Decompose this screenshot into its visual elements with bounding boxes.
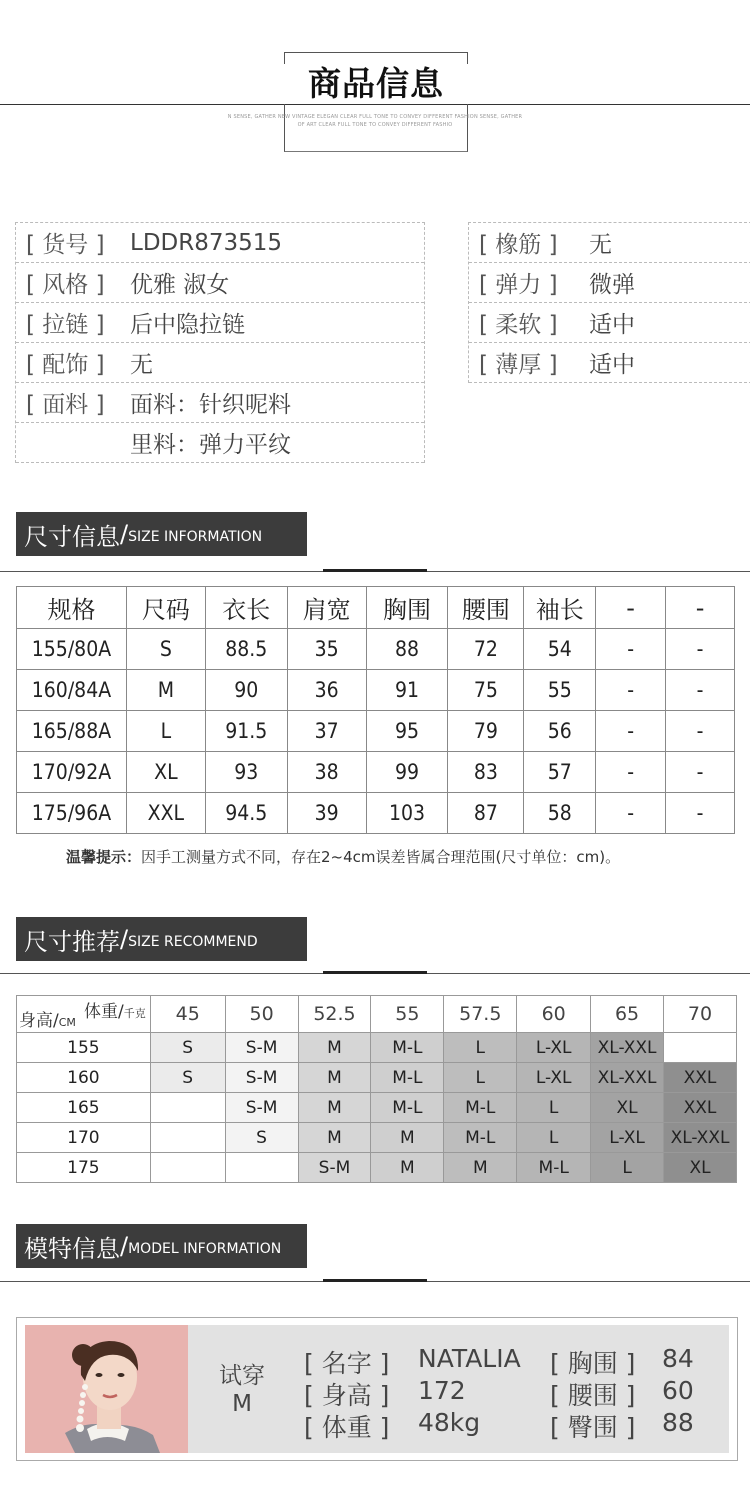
size-cell: 103 [366, 793, 448, 834]
model-attr-value: 60 [662, 1376, 694, 1405]
size-cell: 91 [366, 670, 448, 711]
recommend-corner [17, 996, 151, 1033]
recommend-cell: S-M [225, 1063, 298, 1093]
model-attr-key: [ 身高 ] [304, 1381, 390, 1410]
height-cell: 175 [17, 1153, 151, 1183]
model-photo [25, 1325, 188, 1453]
model-attr-key: [ 胸围 ] [550, 1349, 636, 1378]
recommend-cell: S-M [298, 1153, 371, 1183]
weight-cell: 50 [225, 996, 298, 1033]
tryon-size: M [232, 1391, 252, 1417]
model-attr-key: [ 名字 ] [304, 1349, 390, 1378]
attribute-value: 无 [130, 352, 153, 378]
recommend-cell: S [225, 1123, 298, 1153]
size-cell: XL [126, 752, 205, 793]
size-table-row [17, 752, 735, 793]
recommend-cell: L [444, 1063, 517, 1093]
size-header-cell: 规格 [17, 587, 127, 629]
recommend-cell: L [591, 1153, 664, 1183]
recommend-cell: L-XL [517, 1063, 591, 1093]
size-cell: - [666, 670, 735, 711]
size-cell: 155/80A [17, 629, 127, 670]
height-cell: 170 [17, 1123, 151, 1153]
size-header-cell: 衣长 [205, 587, 287, 629]
size-cell: - [596, 711, 666, 752]
weight-unit: 千克 [123, 1007, 146, 1020]
recommend-cell: XL-XXL [664, 1123, 737, 1153]
recommend-cell: L-XL [591, 1123, 664, 1153]
weight-cell: 57.5 [444, 996, 517, 1033]
size-table [16, 586, 735, 834]
size-header-cell: 尺码 [126, 587, 205, 629]
size-cell: 170/92A [17, 752, 127, 793]
size-table-row [17, 711, 735, 752]
attribute-key: [ 货号 ] [26, 232, 105, 258]
size-cell: - [666, 752, 735, 793]
size-cell: 57 [524, 752, 596, 793]
size-cell: 95 [366, 711, 448, 752]
slash: / [120, 925, 129, 953]
section-title-en: SIZE INFORMATION [128, 529, 263, 545]
attribute-key: [ 薄厚 ] [479, 352, 558, 378]
section-accent [323, 569, 427, 572]
size-cell: 79 [448, 711, 524, 752]
size-note [66, 846, 620, 867]
attribute-value: 面料：针织呢料 [130, 392, 291, 418]
recommend-cell [664, 1033, 737, 1063]
size-cell: 58 [524, 793, 596, 834]
recommend-cell: XXL [664, 1093, 737, 1123]
size-cell: - [596, 629, 666, 670]
size-cell: 37 [287, 711, 366, 752]
recommend-cell: XL-XXL [591, 1063, 664, 1093]
section-title-en: MODEL INFORMATION [128, 1241, 282, 1257]
recommend-cell: L [444, 1033, 517, 1063]
size-cell: 94.5 [205, 793, 287, 834]
model-attr-value: 88 [662, 1408, 694, 1437]
attribute-row [16, 383, 424, 423]
recommend-cell: M-L [517, 1153, 591, 1183]
recommend-cell: XXL [664, 1063, 737, 1093]
size-cell: 93 [205, 752, 287, 793]
recommend-cell: S [150, 1033, 225, 1063]
attribute-key: [ 面料 ] [26, 392, 105, 418]
section-title-cn: 尺寸推荐 [24, 927, 120, 956]
tryon-label: 试穿 [219, 1363, 265, 1389]
attribute-value: 适中 [589, 312, 635, 338]
recommend-cell: S [150, 1063, 225, 1093]
size-header-cell: 胸围 [366, 587, 448, 629]
size-cell: 54 [524, 629, 596, 670]
note-label: 温馨提示： [66, 848, 142, 866]
size-cell: S [126, 629, 205, 670]
recommend-cell: S-M [225, 1033, 298, 1063]
size-cell: 90 [205, 670, 287, 711]
height-cell: 165 [17, 1093, 151, 1123]
slash: / [120, 1232, 129, 1260]
size-cell: 35 [287, 629, 366, 670]
size-cell: - [666, 711, 735, 752]
size-table-row [17, 629, 735, 670]
section-size-information [16, 512, 307, 556]
size-cell: 36 [287, 670, 366, 711]
model-attr-key: [ 体重 ] [304, 1413, 390, 1442]
recommend-cell: XL-XXL [591, 1033, 664, 1063]
weight-cell: 55 [371, 996, 444, 1033]
size-table-row [17, 670, 735, 711]
section-title-cn: 尺寸信息 [24, 522, 120, 551]
model-attr-key: [ 腰围 ] [550, 1381, 636, 1410]
model-attr-value: 172 [418, 1376, 466, 1405]
size-cell: 160/84A [17, 670, 127, 711]
attribute-row [16, 263, 424, 303]
recommend-cell: XL [664, 1153, 737, 1183]
recommend-table [16, 995, 737, 1183]
recommend-cell: M [298, 1093, 371, 1123]
size-cell: - [596, 793, 666, 834]
weight-cell: 70 [664, 996, 737, 1033]
recommend-cell: M-L [371, 1093, 444, 1123]
recommend-cell: M-L [371, 1033, 444, 1063]
section-title-cn: 模特信息 [24, 1234, 120, 1263]
attribute-row [16, 423, 424, 463]
recommend-row [17, 1033, 737, 1063]
size-cell: 39 [287, 793, 366, 834]
weight-cell: 65 [591, 996, 664, 1033]
note-text: 因手工测量方式不同，存在2~4cm误差皆属合理范围(尺寸单位：cm)。 [141, 848, 621, 866]
recommend-cell [150, 1093, 225, 1123]
slash: / [120, 520, 129, 548]
recommend-cell: M [298, 1123, 371, 1153]
recommend-cell: S-M [225, 1093, 298, 1123]
section-title-en: SIZE RECOMMEND [128, 934, 258, 950]
section-accent [323, 971, 427, 974]
attribute-key: [ 弹力 ] [479, 272, 558, 298]
weight-label [84, 997, 146, 1022]
recommend-cell: L-XL [517, 1033, 591, 1063]
recommend-cell [150, 1153, 225, 1183]
size-cell: 75 [448, 670, 524, 711]
recommend-cell: M-L [444, 1093, 517, 1123]
recommend-row [17, 1093, 737, 1123]
size-cell: 55 [524, 670, 596, 711]
size-cell: 91.5 [205, 711, 287, 752]
model-attr-value: NATALIA [418, 1344, 521, 1373]
size-cell: 165/88A [17, 711, 127, 752]
size-table-header [17, 587, 735, 629]
section-model-information [16, 1224, 307, 1268]
height-unit: CM [58, 1016, 76, 1029]
recommend-cell: M-L [371, 1063, 444, 1093]
model-attr-value: 84 [662, 1344, 694, 1373]
attribute-value: 优雅 淑女 [130, 272, 230, 298]
height-label [19, 1006, 76, 1031]
size-cell: - [666, 629, 735, 670]
attribute-value: LDDR873515 [130, 229, 283, 256]
size-cell: 83 [448, 752, 524, 793]
size-cell: 88.5 [205, 629, 287, 670]
recommend-cell: M [298, 1033, 371, 1063]
header-subtitle-2: OF ART CLEAR FULL TONE TO CONVEY DIFFERENT FASHIO [297, 122, 453, 128]
attribute-key: [ 风格 ] [26, 272, 105, 298]
recommend-cell: L [517, 1123, 591, 1153]
size-cell: 38 [287, 752, 366, 793]
attribute-value: 无 [589, 232, 612, 258]
size-cell: 175/96A [17, 793, 127, 834]
weight-cell: 60 [517, 996, 591, 1033]
recommend-cell: XL [591, 1093, 664, 1123]
attribute-row [469, 303, 750, 343]
size-cell: 72 [448, 629, 524, 670]
size-cell: 88 [366, 629, 448, 670]
section-size-recommend [16, 917, 307, 961]
model-tryon [202, 1362, 282, 1418]
size-header-cell: 腰围 [448, 587, 524, 629]
recommend-cell: M [371, 1153, 444, 1183]
weight-cell: 45 [150, 996, 225, 1033]
attribute-value: 里料：弹力平纹 [130, 432, 291, 458]
attribute-value: 适中 [589, 352, 635, 378]
recommend-cell: M [298, 1063, 371, 1093]
recommend-row [17, 1123, 737, 1153]
model-attr-value: 48kg [418, 1408, 481, 1437]
recommend-cell: M-L [444, 1123, 517, 1153]
attribute-row [469, 263, 750, 303]
page-title: 商品信息 [284, 64, 468, 104]
recommend-row [17, 1063, 737, 1093]
attribute-key: [ 橡筋 ] [479, 232, 558, 258]
attribute-row [16, 223, 424, 263]
size-header-cell: 袖长 [524, 587, 596, 629]
attribute-row [469, 343, 750, 383]
size-cell: M [126, 670, 205, 711]
size-cell: - [596, 752, 666, 793]
weight-cell: 52.5 [298, 996, 371, 1033]
recommend-cell [150, 1123, 225, 1153]
attribute-key: [ 配饰 ] [26, 352, 105, 378]
attribute-row [16, 303, 424, 343]
attribute-row [16, 343, 424, 383]
recommend-cell: M [444, 1153, 517, 1183]
size-table-row [17, 793, 735, 834]
recommend-header [17, 996, 737, 1033]
attribute-value: 后中隐拉链 [130, 312, 245, 338]
section-accent [323, 1279, 427, 1282]
size-cell: - [666, 793, 735, 834]
size-cell: XXL [126, 793, 205, 834]
header-subtitle-1: N SENSE, GATHER NEW VINTAGE ELEGAN CLEAR FULL TONE TO CONVEY DIFFERENT FASHION SENSE, GATHER [227, 114, 523, 120]
recommend-cell [225, 1153, 298, 1183]
attributes-left [15, 222, 425, 463]
recommend-cell: L [517, 1093, 591, 1123]
model-attr-key: [ 臀围 ] [550, 1413, 636, 1442]
height-cell: 155 [17, 1033, 151, 1063]
attributes-right [468, 222, 750, 383]
attribute-key: [ 柔软 ] [479, 312, 558, 338]
size-header-cell: - [596, 587, 666, 629]
weight-label-text: 体重/ [84, 1002, 124, 1022]
size-cell: - [596, 670, 666, 711]
size-cell: L [126, 711, 205, 752]
size-cell: 87 [448, 793, 524, 834]
size-cell: 99 [366, 752, 448, 793]
height-cell: 160 [17, 1063, 151, 1093]
size-cell: 56 [524, 711, 596, 752]
height-label-text: 身高/ [19, 1011, 59, 1031]
attribute-key: [ 拉链 ] [26, 312, 105, 338]
size-header-cell: 肩宽 [287, 587, 366, 629]
recommend-row [17, 1153, 737, 1183]
attribute-row [469, 223, 750, 263]
size-header-cell: - [666, 587, 735, 629]
recommend-cell: M [371, 1123, 444, 1153]
attribute-value: 微弹 [589, 272, 635, 298]
